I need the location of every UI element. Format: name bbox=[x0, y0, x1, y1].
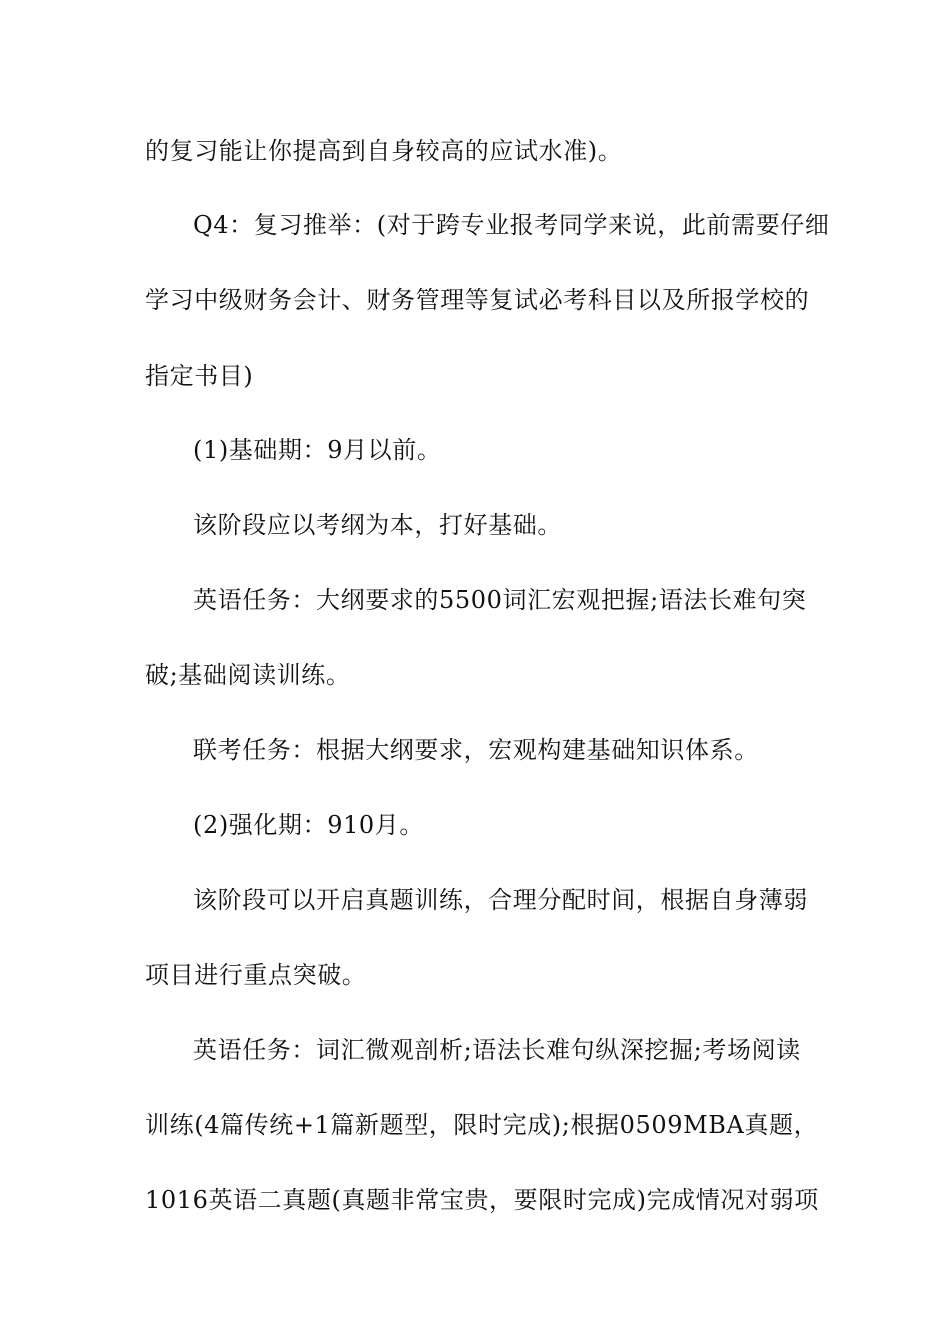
text-line: 联考任务：根据大纲要求，宏观构建基础知识体系。 bbox=[193, 736, 759, 764]
text-line: Q4：复习推举：(对于跨专业报考同学来说，此前需要仔细 bbox=[193, 211, 830, 239]
text-line: (1)基础期：9月以前。 bbox=[193, 436, 442, 464]
text-line: 英语任务：大纲要求的5500词汇宏观把握;语法长难句突 bbox=[193, 586, 807, 614]
text-line: 训练(4篇传统+1篇新题型，限时完成);根据0509MBA真题， bbox=[145, 1111, 819, 1139]
text-line: (2)强化期：910月。 bbox=[193, 811, 425, 839]
text-line: 学习中级财务会计、财务管理等复试必考科目以及所报学校的 bbox=[145, 286, 810, 314]
text-line: 项目进行重点突破。 bbox=[145, 961, 367, 989]
text-line: 的复习能让你提高到自身较高的应试水准)。 bbox=[145, 137, 623, 165]
text-line: 指定书目) bbox=[145, 362, 254, 390]
text-line: 1016英语二真题(真题非常宝贵，要限时完成)完成情况对弱项 bbox=[145, 1186, 819, 1214]
text-line: 破;基础阅读训练。 bbox=[145, 661, 351, 689]
text-line: 该阶段可以开启真题训练，合理分配时间，根据自身薄弱 bbox=[193, 886, 808, 914]
text-line: 英语任务：词汇微观剖析;语法长难句纵深挖掘;考场阅读 bbox=[193, 1036, 801, 1064]
text-line: 该阶段应以考纲为本，打好基础。 bbox=[193, 511, 562, 539]
